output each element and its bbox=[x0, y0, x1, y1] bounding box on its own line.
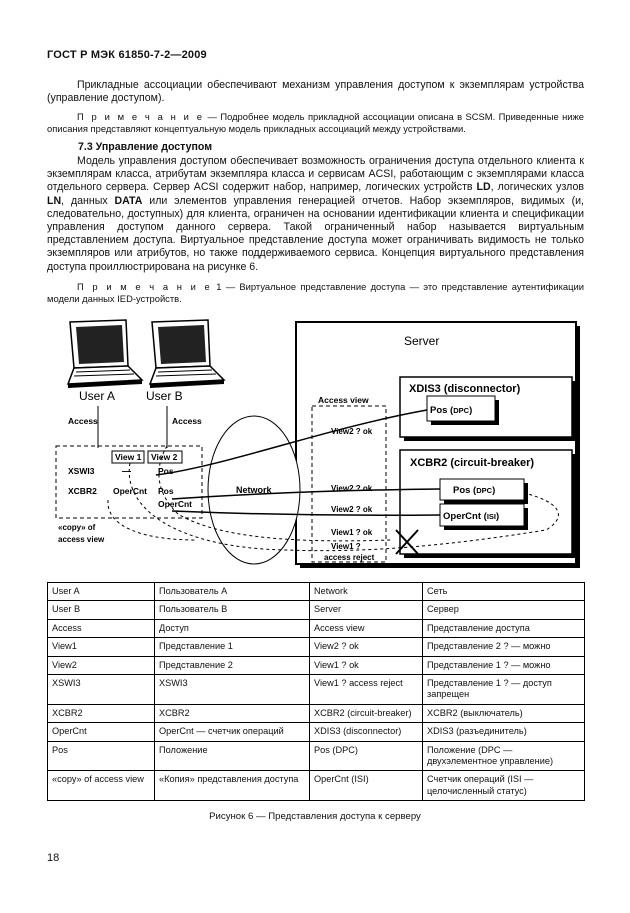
legend-cell: «Копия» представления доступа bbox=[155, 771, 310, 801]
pos-xdis3-label: Pos (DPC) bbox=[430, 405, 473, 416]
text-run: , данных bbox=[61, 194, 115, 207]
note-label: П р и м е ч а н и е bbox=[77, 281, 212, 292]
legend-cell: XDIS3 (disconnector) bbox=[310, 723, 423, 741]
term-ld: LD bbox=[476, 181, 491, 194]
view2-ok-3: View2 ? ok bbox=[331, 505, 373, 514]
legend-cell: Представление 1 ? — можно bbox=[423, 656, 585, 674]
page-number: 18 bbox=[47, 852, 60, 864]
access-b-label: Access bbox=[172, 416, 202, 426]
view2-ok-2: View2 ? ok bbox=[331, 484, 373, 493]
note-text: 1 — Виртуальное представление доступа — это представление аутентификации модели данных IED-устройств. bbox=[47, 281, 584, 304]
legend-cell: Pos bbox=[48, 741, 155, 771]
legend-cell: Представление 1 ? — доступ запрещен bbox=[423, 675, 585, 705]
xcbr2-label: XCBR2 bbox=[68, 486, 97, 496]
opercnt-label-b: OperCnt bbox=[158, 499, 192, 509]
legend-cell: User B bbox=[48, 601, 155, 619]
view1-ok: View1 ? ok bbox=[331, 528, 373, 537]
laptop-b-icon bbox=[150, 320, 224, 388]
legend-cell: XSWI3 bbox=[155, 675, 310, 705]
opercnt-xcbr2-label: OperCnt (ISI) bbox=[443, 511, 500, 522]
access-a-label: Access bbox=[68, 416, 98, 426]
legend-cell: View2 ? ok bbox=[310, 638, 423, 656]
xswi3-label: XSWI3 bbox=[68, 466, 95, 476]
legend-cell: Пользователь А bbox=[155, 583, 310, 601]
legend-cell: XCBR2 (выключатель) bbox=[423, 704, 585, 722]
legend-cell: Сервер bbox=[423, 601, 585, 619]
legend-cell: Пользователь B bbox=[155, 601, 310, 619]
legend-cell: View2 bbox=[48, 656, 155, 674]
table-row bbox=[48, 771, 585, 801]
table-row bbox=[48, 619, 585, 637]
user-a-label: User A bbox=[79, 389, 116, 403]
text-run: или элементов управления генерацией отчетов. Набор экземпляров, видимых (и, следовательно, доступных) для клиента, ограничен на основании идентификации клиента и спецификации управления доступом данного сервера. Такой ограниченный набор называется виртуальным представлением доступа. Виртуальное представление доступа может ограничивать видимость не только экземпляров или атрибутов, но также поддерживаемого сервиса. Концепция виртуального представления доступа проиллюстрирована на рисунке 6. bbox=[47, 194, 584, 273]
table-row bbox=[48, 704, 585, 722]
table-row bbox=[48, 601, 585, 619]
note-label: П р и м е ч а н и е bbox=[77, 111, 205, 122]
copy-label-1: «copy» of bbox=[58, 523, 96, 532]
view1-reject-2: access reject bbox=[324, 553, 375, 562]
legend-cell: OperCnt — счетчик операций bbox=[155, 723, 310, 741]
legend-table bbox=[47, 582, 585, 801]
table-row bbox=[48, 638, 585, 656]
term-ln: LN bbox=[47, 194, 62, 207]
legend-cell: Представление доступа bbox=[423, 619, 585, 637]
legend-cell: View1 ? access reject bbox=[310, 675, 423, 705]
legend-cell: XCBR2 bbox=[48, 704, 155, 722]
legend-cell: XCBR2 (circuit-breaker) bbox=[310, 704, 423, 722]
legend-cell: Access bbox=[48, 619, 155, 637]
note-text: — Подробнее модель прикладной ассоциации описана в SCSM. Приведенные ниже описания представляют концептуальную модель прикладных ассоциаций между устройствами. bbox=[47, 111, 584, 134]
document-header: ГОСТ Р МЭК 61850-7-2—2009 bbox=[47, 49, 207, 61]
legend-cell: Положение (DPC — двухэлементное управление) bbox=[423, 741, 585, 771]
legend-cell: Pos (DPC) bbox=[310, 741, 423, 771]
view2-label: View 2 bbox=[151, 452, 178, 462]
legend-cell: Access view bbox=[310, 619, 423, 637]
legend-cell: Network bbox=[310, 583, 423, 601]
table-row bbox=[48, 723, 585, 741]
legend-cell: User A bbox=[48, 583, 155, 601]
view2-ok-1: View2 ? ok bbox=[331, 427, 373, 436]
legend-cell: Доступ bbox=[155, 619, 310, 637]
access-view-diagram bbox=[46, 318, 586, 572]
user-b-label: User B bbox=[146, 389, 183, 403]
server-label: Server bbox=[404, 334, 440, 348]
paragraph-access-control bbox=[47, 155, 584, 274]
note-1 bbox=[47, 111, 584, 134]
pos-xcbr2-label: Pos (DPC) bbox=[453, 485, 496, 496]
legend-cell: Представление 2 bbox=[155, 656, 310, 674]
legend-cell: View1 bbox=[48, 638, 155, 656]
figure-caption: Рисунок 6 — Представления доступа к серверу bbox=[209, 811, 421, 822]
laptop-a-icon bbox=[68, 320, 142, 388]
text-run: , логических узлов bbox=[490, 181, 584, 194]
legend-cell: Представление 2 ? — можно bbox=[423, 638, 585, 656]
copy-label-2: access view bbox=[58, 535, 105, 544]
legend-cell: XDIS3 (разъединитель) bbox=[423, 723, 585, 741]
legend-cell: «copy» of access view bbox=[48, 771, 155, 801]
xcbr2-title: XCBR2 (circuit-breaker) bbox=[410, 457, 535, 469]
table-row bbox=[48, 583, 585, 601]
legend-cell: View1 ? ok bbox=[310, 656, 423, 674]
term-data: DATA bbox=[114, 194, 143, 207]
access-view-label: Access view bbox=[318, 395, 369, 405]
legend-cell: XCBR2 bbox=[155, 704, 310, 722]
note-2 bbox=[47, 281, 584, 304]
opercnt-label-a: OperCnt bbox=[113, 486, 147, 496]
legend-cell: Положение bbox=[155, 741, 310, 771]
table-row bbox=[48, 675, 585, 705]
network-label: Network bbox=[236, 485, 272, 495]
legend-cell: Счетчик операций (ISI — целочисленный статус) bbox=[423, 771, 585, 801]
paragraph-intro: Прикладные ассоциации обеспечивают механизм управления доступом к экземплярам устройства (управление доступом). bbox=[47, 79, 584, 105]
section-heading: 7.3 Управление доступом bbox=[78, 141, 213, 153]
legend-cell: OperCnt (ISI) bbox=[310, 771, 423, 801]
text-run: Модель управления доступом обеспечивает возможность ограничения доступа отдельного клиента к экземплярам класса, атрибутам экземпляра класса и сервисам ACSI, работающим с экземплярами класса отдельного сервера. Сервер ACSI содержит набор, например, логических устройств bbox=[47, 155, 584, 194]
view1-label: View 1 bbox=[115, 452, 142, 462]
xdis3-title: XDIS3 (disconnector) bbox=[409, 383, 521, 395]
pos-label-a: Pos bbox=[158, 466, 174, 476]
table-row bbox=[48, 656, 585, 674]
table-row bbox=[48, 741, 585, 771]
dash-mark: — bbox=[122, 466, 131, 476]
view1-reject-1: View1 ? bbox=[331, 542, 361, 551]
legend-cell: Сеть bbox=[423, 583, 585, 601]
pos-label-b: Pos bbox=[158, 486, 174, 496]
legend-cell: Server bbox=[310, 601, 423, 619]
legend-cell: XSWI3 bbox=[48, 675, 155, 705]
legend-cell: Представление 1 bbox=[155, 638, 310, 656]
legend-cell: OperCnt bbox=[48, 723, 155, 741]
